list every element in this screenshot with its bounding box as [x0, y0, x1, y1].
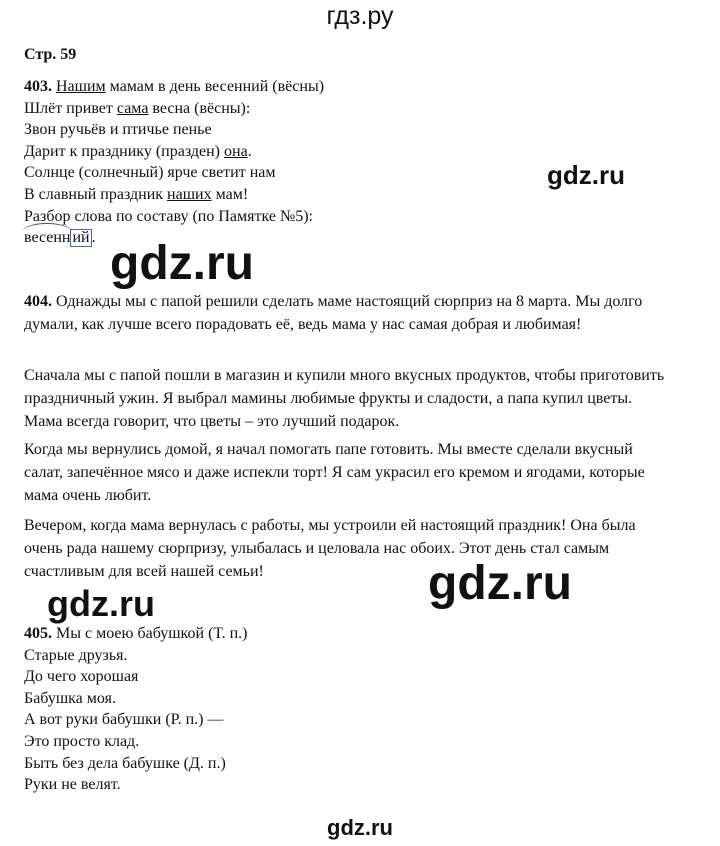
exercise-number: 404.	[24, 293, 52, 310]
watermark: gdz.ru	[110, 237, 254, 290]
poem-line: Разбор слова по составу (по Памятке №5):	[24, 207, 313, 225]
site-header-title: гдз.ру	[326, 2, 394, 30]
word-ending: ий	[72, 229, 90, 247]
poem-line: Быть без дела бабушке (Д. п.)	[24, 754, 226, 772]
watermark: gdz.ru	[47, 583, 155, 624]
poem-line: До чего хорошая	[24, 668, 139, 686]
poem-line	[24, 184, 684, 206]
exercise-404-paragraph: Сначала мы с папой пошли в магазин и купили много вкусных продуктов, чтобы приготовить праздничный ужин. Я выбрал мамины любимые фрукты и сладости, а папа купил цветы. Мама всегда говорит, что цветы – это лучший подарок.	[24, 367, 665, 430]
poem-line: Старые друзья.	[24, 646, 128, 664]
poem-line: Бабушка моя.	[24, 689, 116, 707]
exercise-number: 403.	[24, 78, 52, 95]
poem-line	[24, 141, 684, 163]
poem-line: Звон ручьёв и птичье пенье	[24, 121, 212, 139]
line-text: весна (вёсны):	[148, 99, 251, 117]
exercise-403	[24, 76, 684, 249]
poem-line: А вот руки бабушки (Р. п.) —	[24, 711, 224, 729]
morpheme-analysis	[24, 227, 684, 249]
word-root: весенн	[24, 227, 70, 249]
poem-line	[24, 76, 684, 98]
line-text: .	[247, 142, 252, 160]
poem-line	[24, 98, 684, 120]
poem-line	[24, 623, 684, 645]
watermark: gdz.ru	[428, 557, 572, 610]
line-text: .	[91, 229, 96, 247]
site-footer-watermark: gdz.ru	[327, 815, 393, 840]
poem-line: Это просто клад.	[24, 732, 140, 750]
underlined-word: Нашим	[56, 78, 106, 95]
exercise-404-paragraph	[24, 290, 674, 336]
line-text: мам!	[211, 185, 249, 203]
line-text: мамам в день весенний (вёсны)	[105, 78, 325, 95]
underlined-word: сама	[116, 99, 149, 117]
exercise-number: 405.	[24, 625, 52, 642]
exercise-404-paragraph: Вечером, когда мама вернулась с работы, мы устроили ей настоящий праздник! Она была очень рада нашему сюрпризу, улыбалась и целовала нас обоих. Этот день стал самым счастливым для всей нашей семьи!	[24, 517, 636, 580]
underlined-word: наших	[167, 185, 212, 203]
exercise-405	[24, 623, 684, 796]
poem-line: Солнце (солнечный) ярче светит нам	[24, 164, 276, 182]
line-text: Шлёт привет	[24, 99, 117, 117]
exercise-404-paragraph: Когда мы вернулись домой, я начал помогать папе готовить. Мы вместе сделали вкусный салат, запечённое мясо и даже испекли торт! Я сам украсил его кремом и ягодами, которые мама очень любит.	[24, 441, 645, 504]
line-text: В славный праздник	[24, 185, 168, 203]
poem-line: Руки не велят.	[24, 776, 121, 794]
watermark: gdz.ru	[547, 160, 625, 190]
line-text: Мы с моею бабушкой (Т. п.)	[52, 625, 248, 642]
underlined-word: она	[224, 142, 248, 160]
page-label: Стр. 59	[24, 46, 77, 63]
paragraph-text: Однажды мы с папой решили сделать маме настоящий сюрприз на 8 марта. Мы долго думали, как лучше всего порадовать её, ведь мама у нас самая добрая и любимая!	[24, 293, 643, 333]
line-text: Дарит к празднику (празден)	[24, 142, 225, 160]
